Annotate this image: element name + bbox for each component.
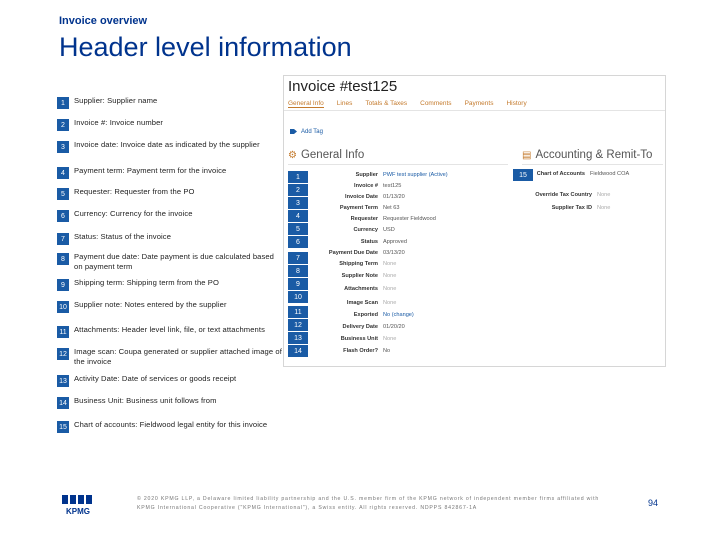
legend-text: Payment term: Payment term for the invoice [74,166,227,175]
field-override-tax-country [513,190,663,200]
document-icon: ▤ [522,149,532,161]
tab-general-info[interactable]: General Info [288,100,324,107]
field-payment-term [308,203,518,213]
tag-icon [290,128,298,135]
kpmg-logo [60,494,96,516]
field-currency [308,225,518,235]
legend-item [57,166,283,179]
tab-lines[interactable]: Lines [336,100,353,107]
tab-history[interactable]: History [506,100,527,107]
field-value: None [383,261,397,267]
field-value: None [597,192,611,198]
general-info-label: General Info [300,149,365,161]
field-label: Flash Order? [343,348,378,354]
field-value: No [383,348,391,354]
page-number: 94 [648,498,659,508]
legend-item [57,187,283,200]
legend-number: 11 [57,326,69,338]
legend-number: 15 [57,421,69,433]
field-label: Attachments [344,286,378,292]
field-value: None [383,286,397,292]
field-label: Invoice # [354,183,378,189]
add-tag-button[interactable] [290,128,323,135]
field-value: Approved [383,239,407,245]
field-value: test125 [383,183,402,189]
legend-number: 6 [57,210,69,222]
legend-text: Requester: Requester from the PO [74,187,195,196]
legend-text: Invoice date: Invoice date as indicated by the supplier [74,140,260,149]
invoice-screenshot-panel [283,75,666,367]
field-value: None [383,336,397,342]
supplier-link[interactable]: PWF test supplier (Active) [383,172,448,178]
section-kicker: Invoice overview [59,15,148,27]
legend-item [57,325,283,338]
legend-number: 4 [57,167,69,179]
invoice-title: Invoice #test125 [288,78,398,95]
legend-item [57,347,283,366]
legend-text: Business Unit: Business unit follows from [74,396,217,405]
field-label: Image Scan [346,300,378,306]
accounting-label: Accounting & Remit-To [535,149,653,161]
legend-item [57,300,283,313]
legend-item [57,420,283,433]
callout-marker: 7 [288,252,308,264]
tabs-divider [284,110,666,111]
legend-item [57,96,283,109]
callout-marker: 12 [288,319,308,331]
field-label: Chart of Accounts [536,171,585,177]
legend-number: 3 [57,141,69,153]
callout-marker: 2 [288,184,308,196]
legend-text: Invoice #: Invoice number [74,118,164,127]
tab-totals-taxes[interactable]: Totals & Taxes [365,100,408,107]
callout-marker: 3 [288,197,308,209]
field-business-unit [308,334,518,344]
legend-number: 12 [57,348,69,360]
section-divider [288,164,508,165]
legend-item [57,374,283,387]
legend-text: Status: Status of the invoice [74,232,172,241]
callout-marker: 9 [288,278,308,290]
field-shipping-term [308,259,518,269]
field-label: Currency [353,227,378,233]
field-label: Payment Due Date [328,250,378,256]
field-attachments [308,284,518,294]
exported-change-link[interactable]: No (change) [383,312,414,318]
field-label: Payment Term [339,205,378,211]
legend-number: 10 [57,301,69,313]
legend-text: Chart of accounts: Fieldwood legal entity for this invoice [74,420,268,429]
invoice-tabs [288,100,527,108]
field-label: Exported [353,312,378,318]
field-value: None [383,273,397,279]
field-label: Requester [350,216,378,222]
field-supplier-tax-id [513,203,663,213]
field-value: Requester Fieldwood [383,216,436,222]
add-tag-label: Add Tag [301,128,323,135]
field-requester [308,214,518,224]
legend-text: Activity Date: Date of services or goods receipt [74,374,237,383]
field-status [308,237,518,247]
field-value: 01/20/20 [383,324,405,330]
callout-marker: 10 [288,291,308,303]
field-value: None [383,300,397,306]
field-value: Net 63 [383,205,400,211]
legend-text: Shipping term: Shipping term from the PO [74,278,219,287]
legend-text: Supplier note: Notes entered by the supplier [74,300,227,309]
tab-payments[interactable]: Payments [464,100,494,107]
legend-item [57,278,283,291]
callout-marker: 6 [288,236,308,248]
gear-icon: ⚙ [288,149,297,161]
accounting-heading [522,149,652,161]
callout-marker: 5 [288,223,308,235]
field-value: Fieldwood COA [590,171,630,177]
field-label: Delivery Date [342,324,378,330]
callout-marker: 13 [288,332,308,344]
tab-comments[interactable]: Comments [420,100,452,107]
field-value: None [597,205,611,211]
callout-marker: 14 [288,345,308,357]
legend-item [57,396,283,409]
field-exported [308,310,518,320]
field-flash-order [308,346,518,356]
field-label: Supplier [355,172,378,178]
legend-number: 1 [57,97,69,109]
legend-text: Supplier: Supplier name [74,96,158,105]
general-info-heading [288,149,364,161]
legend-number: 13 [57,375,69,387]
legend-number: 2 [57,119,69,131]
legend-number: 8 [57,253,69,265]
field-supplier-note [308,271,518,281]
callout-marker: 8 [288,265,308,277]
field-invoice-number [308,181,518,191]
svg-text:KPMG: KPMG [66,507,90,516]
field-delivery-date [308,322,518,332]
legend-item [57,232,283,245]
field-invoice-date [308,192,518,202]
field-supplier [308,170,518,180]
field-label: Supplier Note [341,273,378,279]
legend-item [57,252,283,271]
legend-item [57,140,283,153]
field-label: Invoice Date [345,194,378,200]
legend-item [57,118,283,131]
field-chart-of-accounts [530,169,663,179]
callout-marker: 4 [288,210,308,222]
field-payment-due-date [308,248,518,258]
field-label: Business Unit [340,336,378,342]
legend-text: Image scan: Coupa generated or supplier attached image of the invoice [74,347,282,366]
legend-text: Currency: Currency for the invoice [74,209,193,218]
field-label: Shipping Term [339,261,378,267]
page-title: Header level information [59,32,352,62]
field-image-scan [308,298,518,308]
section-divider [522,164,663,165]
legend-number: 5 [57,188,69,200]
field-value: USD [383,227,395,233]
legend-number: 14 [57,397,69,409]
callout-marker: 11 [288,306,308,318]
legend-number: 7 [57,233,69,245]
field-label: Override Tax Country [535,192,592,198]
field-value: 03/13/20 [383,250,405,256]
legend-number: 9 [57,279,69,291]
callout-marker: 1 [288,171,308,183]
legend-text: Attachments: Header level link, file, or text attachments [74,325,265,334]
legend-item [57,209,283,222]
field-value: 01/13/20 [383,194,405,200]
field-label: Status [360,239,378,245]
legal-footer: © 2020 KPMG LLP, a Delaware limited liability partnership and the U.S. member firm of the KPMG network of independent member firms affiliated with KPMG International Cooperative ("KPMG International"), a Swiss entity. All rights reserved. NDPPS 842867-1A [137,496,600,511]
callout-marker: 15 [513,169,533,181]
legend-text: Payment due date: Date payment is due calculated based on payment term [74,252,275,271]
field-label: Supplier Tax ID [551,205,592,211]
